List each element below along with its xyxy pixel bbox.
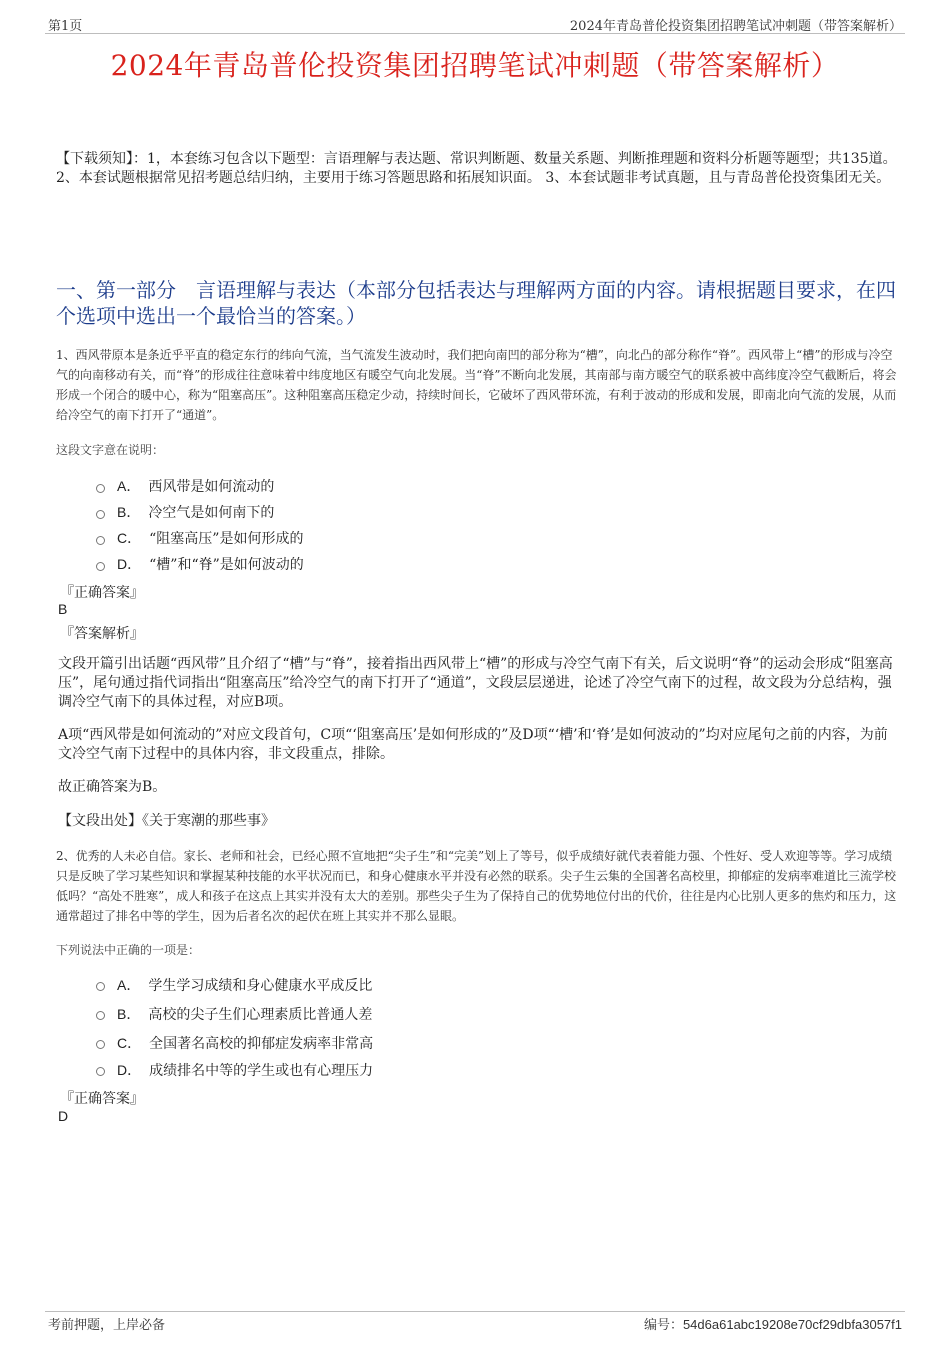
- radio-icon[interactable]: [96, 1011, 105, 1020]
- footer-code: [644, 1314, 902, 1333]
- q1-options: [96, 473, 304, 577]
- q1-answer-label: 『正确答案』: [60, 585, 144, 601]
- footer-code-value: 54d6a61abc19208e70cf29dbfa3057f1: [682, 1317, 902, 1332]
- q1-option-c[interactable]: C． “阻塞高压”是如何形成的: [96, 525, 304, 551]
- q1-option-b[interactable]: B． 冷空气是如何南下的: [96, 499, 304, 525]
- q2-answer: D: [58, 1108, 69, 1124]
- footer-slogan: 考前押题，上岸必备: [48, 1318, 166, 1333]
- section-heading: 一、第一部分 言语理解与表达（本部分包括表达与理解两方面的内容。请根据题目要求，在四个选项中选出一个最恰当的答案。）: [56, 278, 896, 328]
- radio-icon[interactable]: [96, 1067, 105, 1076]
- q1-option-a[interactable]: A． 西风带是如何流动的: [96, 473, 304, 499]
- radio-icon[interactable]: [96, 484, 105, 493]
- page-number: 第1页: [48, 19, 83, 34]
- q1-analysis-label: 『答案解析』: [60, 626, 144, 642]
- q1-prompt: 这段文字意在说明：: [56, 443, 165, 457]
- header-divider: [45, 33, 905, 34]
- q2-answer-label: 『正确答案』: [60, 1091, 144, 1107]
- q2-passage: 2、优秀的人未必自信。家长、老师和社会，已经心照不宣地把“尖子生”和“完美”划上了等号，似乎成绩好就代表着能力强、个性好、受人欢迎等等。学习成绩只是反映了学习某些知识和掌握某种技能的水平状况而已，和身心健康水平并没有必然的联系。尖子生云集的全国著名高校里，抑郁症的发病率难道比三流学校低吗？“高处不胜寒”，成人和孩子在这点上其实并没有太大的差别。那些尖子生为了保持自己的优势地位付出的代价，往往是内心比别人更多的焦灼和压力，这通常超过了排名中等的学生，因为后者名次的起伏在班上其实并不那么显眼。: [56, 849, 897, 923]
- radio-icon[interactable]: [96, 536, 105, 545]
- radio-icon[interactable]: [96, 982, 105, 991]
- radio-icon[interactable]: [96, 1040, 105, 1049]
- q2-option-b[interactable]: B． 高校的尖子生们心理素质比普通人差: [96, 998, 373, 1029]
- q2-prompt: 下列说法中正确的一项是：: [56, 943, 201, 957]
- q1-passage: 1、西风带原本是条近乎平直的稳定东行的纬向气流，当气流发生波动时，我们把向南凹的部分称为“槽”，向北凸的部分称作“脊”。西风带上“槽”的形成与冷空气的向南移动有关，而“脊”的形成往往意味着中纬度地区有暖空气向北发展。当“脊”不断向北发展，其南部与南方暖空气的联系被中高纬度冷空气截断后，将会形成一个闭合的暖中心，称为“阻塞高压”。这种阻塞高压稳定少动，持续时间长，它破坏了西风带环流，有利于波动的形成和发展，即南北向气流的发展，从而给冷空气的南下打开了“通道”。: [56, 348, 897, 422]
- q1-analysis-2: A项“西风带是如何流动的”对应文段首句，C项“‘阻塞高压’是如何形成的”及D项“‘槽’和‘脊’是如何波动的”均对应尾句之前的内容，为前文冷空气南下过程中的具体内容，非文段重点，排除。: [58, 727, 888, 762]
- q2-options: [96, 971, 373, 1083]
- radio-icon[interactable]: [96, 510, 105, 519]
- footer-code-label: 编号：: [643, 1318, 683, 1333]
- q1-analysis-3: 故正确答案为B。: [58, 779, 167, 795]
- q1-source: 【文段出处】《关于寒潮的那些事》: [58, 813, 275, 829]
- radio-icon[interactable]: [96, 562, 105, 571]
- q1-option-d[interactable]: D． “槽”和“脊”是如何波动的: [96, 551, 304, 577]
- q1-analysis-1: 文段开篇引出话题“西风带”且介绍了“槽”与“脊”，接着指出西风带上“槽”的形成与冷空气南下有关，后文说明“脊”的运动会形成“阻塞高压”，尾句通过指代词指出“阻塞高压”给冷空气的南下打开了“通道”，文段层层递进，论述了冷空气南下的过程，故文段为分总结构，强调冷空气南下的具体过程，对应B项。: [58, 656, 893, 710]
- footer-divider: [45, 1311, 905, 1312]
- document-title: 2024年青岛普伦投资集团招聘笔试冲刺题（带答案解析）: [110, 49, 840, 82]
- q1-answer: B: [58, 601, 68, 617]
- download-notice: 【下载须知】：1，本套练习包含以下题型：言语理解与表达题、常识判断题、数量关系题、判断推理题和资料分析题等题型；共135道。 2、本套试题根据常见招考题总结归纳，主要用于练习答题思路和拓展知识面。 3、本套试题非考试真题，且与青岛普伦投资集团无关。: [56, 151, 897, 186]
- q2-option-d[interactable]: D． 成绩排名中等的学生或也有心理压力: [96, 1056, 373, 1083]
- q2-option-c[interactable]: C． 全国著名高校的抑郁症发病率非常高: [96, 1029, 373, 1056]
- running-title: 2024年青岛普伦投资集团招聘笔试冲刺题（带答案解析）: [569, 19, 902, 34]
- q2-option-a[interactable]: A． 学生学习成绩和身心健康水平成反比: [96, 971, 373, 998]
